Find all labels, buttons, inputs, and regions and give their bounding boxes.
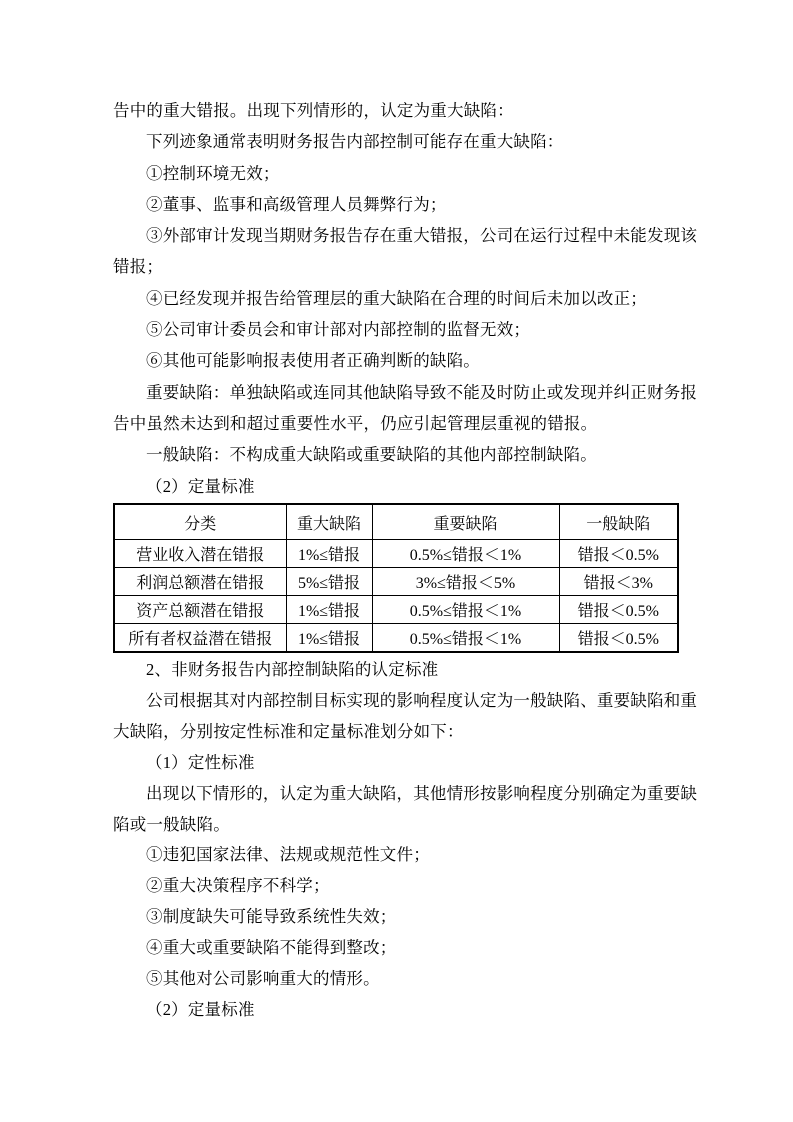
table-cell: 1%≤错报 — [286, 540, 372, 568]
table-cell: 资产总额潜在错报 — [114, 596, 286, 624]
text-line: ③制度缺失可能导致系统性失效； — [146, 907, 397, 927]
text-line: 公司根据其对内部控制目标实现的影响程度认定为一般缺陷、重要缺陷和重 — [146, 690, 698, 710]
table-header-cell: 重要缺陷 — [372, 504, 559, 540]
table-cell: 1%≤错报 — [286, 624, 372, 653]
text-line: 一般缺陷：不构成重大缺陷或重要缺陷的其他内部控制缺陷。 — [146, 445, 597, 465]
table-row — [114, 624, 678, 653]
table-cell: 0.5%≤错报＜1% — [372, 540, 559, 568]
table-cell: 0.5%≤错报＜1% — [372, 596, 559, 624]
text-line: ⑥其他可能影响报表使用者正确判断的缺陷。 — [146, 351, 480, 371]
text-line: ③外部审计发现当期财务报告存在重大错报，公司在运行过程中未能发现该 — [146, 226, 698, 246]
text-line: ⑤公司审计委员会和审计部对内部控制的监督无效； — [146, 320, 531, 340]
text-line: ④已经发现并报告给管理层的重大缺陷在合理的时间后未加以改正； — [146, 288, 647, 308]
text-block-bottom — [113, 655, 698, 1026]
text-line: 重要缺陷：单独缺陷或连同其他缺陷导致不能及时防止或发现并纠正财务报 — [146, 382, 698, 402]
table-header-cell: 一般缺陷 — [559, 504, 678, 540]
text-line: 错报； — [113, 257, 164, 277]
text-line: 2、非财务报告内部控制缺陷的认定标准 — [146, 660, 439, 679]
table-cell: 所有者权益潜在错报 — [114, 624, 286, 653]
text-line: 告中的重大错报。出现下列情形的，认定为重大缺陷： — [113, 101, 514, 120]
text-line: ②董事、监事和高级管理人员舞弊行为； — [146, 194, 447, 214]
table-cell: 错报＜0.5% — [559, 624, 678, 653]
deficiency-quantitative-standards-table — [113, 503, 679, 653]
table-row — [114, 596, 678, 624]
text-line: 下列迹象通常表明财务报告内部控制可能存在重大缺陷： — [146, 132, 564, 152]
table-cell: 3%≤错报＜5% — [372, 568, 559, 596]
table-cell: 错报＜0.5% — [559, 540, 678, 568]
text-line: 告中虽然未达到和超过重要性水平，仍应引起管理层重视的错报。 — [113, 413, 598, 433]
text-line: ④重大或重要缺陷不能得到整改； — [146, 938, 397, 958]
text-line: ⑤其他对公司影响重大的情形。 — [146, 969, 380, 989]
table-header-row — [114, 504, 678, 540]
table-cell: 营业收入潜在错报 — [114, 540, 286, 568]
text-line: 陷或一般缺陷。 — [113, 814, 230, 834]
table-cell: 利润总额潜在错报 — [114, 568, 286, 596]
table-cell: 0.5%≤错报＜1% — [372, 624, 559, 653]
table-cell: 1%≤错报 — [286, 596, 372, 624]
table-cell: 错报＜0.5% — [559, 596, 678, 624]
table-row — [114, 568, 678, 596]
table-row — [114, 504, 678, 540]
table-cell: 5%≤错报 — [286, 568, 372, 596]
text-line: 出现以下情形的，认定为重大缺陷，其他情形按影响程度分别确定为重要缺 — [146, 783, 698, 803]
text-line: 大缺陷，分别按定性标准和定量标准划分如下： — [113, 721, 464, 741]
table-row — [114, 540, 678, 568]
text-line: （1）定性标准 — [146, 752, 255, 772]
text-line: ②重大决策程序不科学； — [146, 876, 330, 896]
text-line: ①控制环境无效； — [146, 163, 280, 183]
table-body — [114, 540, 678, 653]
text-block-top — [113, 95, 698, 502]
text-line: （2）定量标准 — [146, 999, 255, 1019]
table-cell: 错报＜3% — [559, 568, 678, 596]
table-header-cell: 分类 — [114, 504, 286, 540]
text-line: （2）定量标准 — [146, 476, 255, 496]
text-line: ①违犯国家法律、法规或规范性文件； — [146, 845, 430, 865]
table-header-cell: 重大缺陷 — [286, 504, 372, 540]
